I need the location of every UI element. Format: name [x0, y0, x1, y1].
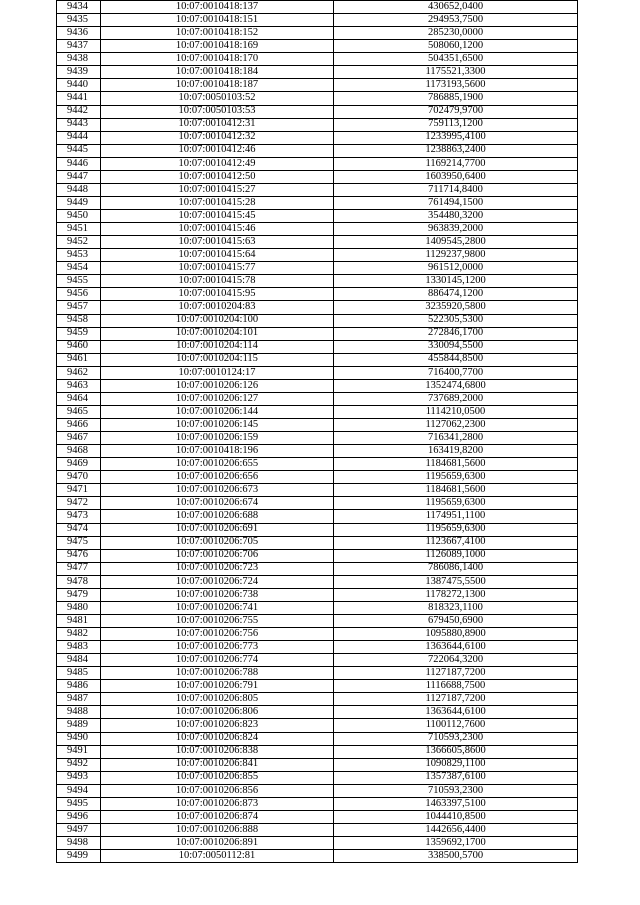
table-row [57, 118, 578, 131]
row-number-cell: 9490 [57, 732, 101, 745]
row-number-cell: 9463 [57, 379, 101, 392]
cadastral-value-cell: 1175521,3300 [334, 66, 578, 79]
cadastral-value-cell: 1330145,1200 [334, 275, 578, 288]
row-number-cell: 9478 [57, 575, 101, 588]
row-number-cell: 9472 [57, 497, 101, 510]
cadastral-number-cell: 10:07:0010415:28 [101, 196, 334, 209]
cadastral-number-cell: 10:07:0010418:137 [101, 1, 334, 14]
cadastral-value-cell: 1238863,2400 [334, 144, 578, 157]
table-row [57, 262, 578, 275]
row-number-cell: 9436 [57, 27, 101, 40]
row-number-cell: 9473 [57, 510, 101, 523]
cadastral-number-cell: 10:07:0010418:152 [101, 27, 334, 40]
table-row [57, 680, 578, 693]
cadastral-value-cell: 1116688,7500 [334, 680, 578, 693]
cadastral-value-cell: 272846,1700 [334, 327, 578, 340]
table-row [57, 523, 578, 536]
cadastral-number-cell: 10:07:0010206:874 [101, 810, 334, 823]
table-row [57, 392, 578, 405]
row-number-cell: 9469 [57, 458, 101, 471]
cadastral-value-cell: 1195659,6300 [334, 523, 578, 536]
row-number-cell: 9457 [57, 301, 101, 314]
cadastral-number-cell: 10:07:0010415:78 [101, 275, 334, 288]
table-row [57, 614, 578, 627]
cadastral-number-cell: 10:07:0010206:805 [101, 693, 334, 706]
table-row [57, 628, 578, 641]
cadastral-value-cell: 508060,1200 [334, 40, 578, 53]
cadastral-value-cell: 759113,1200 [334, 118, 578, 131]
row-number-cell: 9455 [57, 275, 101, 288]
cadastral-value-cell: 1359692,1700 [334, 837, 578, 850]
row-number-cell: 9461 [57, 353, 101, 366]
cadastral-number-cell: 10:07:0010415:77 [101, 262, 334, 275]
cadastral-value-cell: 3235920,5800 [334, 301, 578, 314]
table-row [57, 497, 578, 510]
cadastral-value-cell: 710593,2300 [334, 732, 578, 745]
table-row [57, 249, 578, 262]
table-row [57, 458, 578, 471]
cadastral-number-cell: 10:07:0010206:144 [101, 405, 334, 418]
table-row [57, 601, 578, 614]
cadastral-value-cell: 1126089,1000 [334, 549, 578, 562]
cadastral-value-cell: 1169214,7700 [334, 157, 578, 170]
cadastral-number-cell: 10:07:0010206:723 [101, 562, 334, 575]
row-number-cell: 9492 [57, 758, 101, 771]
cadastral-number-cell: 10:07:0010206:823 [101, 719, 334, 732]
row-number-cell: 9439 [57, 66, 101, 79]
row-number-cell: 9462 [57, 366, 101, 379]
cadastral-value-cell: 1127062,2300 [334, 419, 578, 432]
cadastral-value-cell: 285230,0000 [334, 27, 578, 40]
table-row [57, 340, 578, 353]
row-number-cell: 9460 [57, 340, 101, 353]
table-row [57, 157, 578, 170]
row-number-cell: 9468 [57, 445, 101, 458]
row-number-cell: 9450 [57, 210, 101, 223]
cadastral-number-cell: 10:07:0010206:774 [101, 654, 334, 667]
cadastral-number-cell: 10:07:0010206:741 [101, 601, 334, 614]
row-number-cell: 9498 [57, 837, 101, 850]
cadastral-number-cell: 10:07:0050103:52 [101, 92, 334, 105]
cadastral-value-cell: 786086,1400 [334, 562, 578, 575]
row-number-cell: 9438 [57, 53, 101, 66]
cadastral-value-cell: 1114210,0500 [334, 405, 578, 418]
cadastral-number-cell: 10:07:0010412:46 [101, 144, 334, 157]
table-row [57, 105, 578, 118]
cadastral-value-cell: 1123667,4100 [334, 536, 578, 549]
table-row [57, 837, 578, 850]
cadastral-value-cell: 1366605,8600 [334, 745, 578, 758]
cadastral-number-cell: 10:07:0010415:95 [101, 288, 334, 301]
table-row [57, 223, 578, 236]
cadastral-value-cell: 702479,9700 [334, 105, 578, 118]
cadastral-value-cell: 1090829,1100 [334, 758, 578, 771]
cadastral-number-cell: 10:07:0010412:49 [101, 157, 334, 170]
row-number-cell: 9485 [57, 667, 101, 680]
row-number-cell: 9435 [57, 14, 101, 27]
table-row [57, 784, 578, 797]
table-row [57, 92, 578, 105]
cadastral-number-cell: 10:07:0010206:891 [101, 837, 334, 850]
row-number-cell: 9443 [57, 118, 101, 131]
cadastral-number-cell: 10:07:0010206:791 [101, 680, 334, 693]
cadastral-number-cell: 10:07:0010206:145 [101, 419, 334, 432]
cadastral-value-cell: 963839,2000 [334, 223, 578, 236]
table-row [57, 27, 578, 40]
cadastral-number-cell: 10:07:0010418:184 [101, 66, 334, 79]
row-number-cell: 9442 [57, 105, 101, 118]
row-number-cell: 9493 [57, 771, 101, 784]
row-number-cell: 9465 [57, 405, 101, 418]
table-row [57, 745, 578, 758]
cadastral-value-cell: 761494,1500 [334, 196, 578, 209]
row-number-cell: 9482 [57, 628, 101, 641]
cadastral-number-cell: 10:07:0010206:724 [101, 575, 334, 588]
table-row [57, 183, 578, 196]
row-number-cell: 9459 [57, 327, 101, 340]
row-number-cell: 9453 [57, 249, 101, 262]
row-number-cell: 9447 [57, 170, 101, 183]
table-row [57, 144, 578, 157]
cadastral-value-cell: 1184681,5600 [334, 458, 578, 471]
row-number-cell: 9445 [57, 144, 101, 157]
row-number-cell: 9479 [57, 588, 101, 601]
cadastral-number-cell: 10:07:0010204:114 [101, 340, 334, 353]
table-row [57, 288, 578, 301]
cadastral-number-cell: 10:07:0010206:788 [101, 667, 334, 680]
cadastral-value-cell: 455844,8500 [334, 353, 578, 366]
cadastral-value-cell: 354480,3200 [334, 210, 578, 223]
table-row [57, 719, 578, 732]
row-number-cell: 9437 [57, 40, 101, 53]
cadastral-number-cell: 10:07:0010418:169 [101, 40, 334, 53]
cadastral-value-cell: 1352474,6800 [334, 379, 578, 392]
cadastral-number-cell: 10:07:0010418:170 [101, 53, 334, 66]
table-row [57, 53, 578, 66]
cadastral-value-cell: 961512,0000 [334, 262, 578, 275]
cadastral-number-cell: 10:07:0010206:738 [101, 588, 334, 601]
table-row [57, 236, 578, 249]
cadastral-value-cell: 1233995,4100 [334, 131, 578, 144]
cadastral-value-cell: 430652,0400 [334, 1, 578, 14]
row-number-cell: 9496 [57, 810, 101, 823]
cadastral-number-cell: 10:07:0010206:841 [101, 758, 334, 771]
row-number-cell: 9470 [57, 471, 101, 484]
row-number-cell: 9467 [57, 432, 101, 445]
table-row [57, 641, 578, 654]
cadastral-value-cell: 1363644,6100 [334, 641, 578, 654]
table-row [57, 654, 578, 667]
table-row [57, 196, 578, 209]
table-row [57, 353, 578, 366]
cadastral-value-cell: 1044410,8500 [334, 810, 578, 823]
cadastral-number-cell: 10:07:0010206:888 [101, 823, 334, 836]
table-row [57, 823, 578, 836]
cadastral-number-cell: 10:07:0010206:873 [101, 797, 334, 810]
cadastral-number-cell: 10:07:0010415:27 [101, 183, 334, 196]
cadastral-number-cell: 10:07:0010206:691 [101, 523, 334, 536]
cadastral-value-cell: 1178272,1300 [334, 588, 578, 601]
row-number-cell: 9477 [57, 562, 101, 575]
cadastral-value-cell: 294953,7500 [334, 14, 578, 27]
table-row [57, 301, 578, 314]
cadastral-value-cell: 1363644,6100 [334, 706, 578, 719]
row-number-cell: 9483 [57, 641, 101, 654]
table-row [57, 850, 578, 863]
row-number-cell: 9481 [57, 614, 101, 627]
cadastral-value-cell: 338500,5700 [334, 850, 578, 863]
cadastral-number-cell: 10:07:0010206:855 [101, 771, 334, 784]
cadastral-value-cell: 1100112,7600 [334, 719, 578, 732]
cadastral-number-cell: 10:07:0010206:806 [101, 706, 334, 719]
cadastral-value-cell: 1129237,9800 [334, 249, 578, 262]
cadastral-value-cell: 1387475,5500 [334, 575, 578, 588]
cadastral-value-cell: 504351,6500 [334, 53, 578, 66]
cadastral-number-cell: 10:07:0010415:64 [101, 249, 334, 262]
cadastral-number-cell: 10:07:0010412:50 [101, 170, 334, 183]
row-number-cell: 9487 [57, 693, 101, 706]
table-row [57, 549, 578, 562]
table-row [57, 471, 578, 484]
table-row [57, 536, 578, 549]
row-number-cell: 9471 [57, 484, 101, 497]
row-number-cell: 9446 [57, 157, 101, 170]
row-number-cell: 9495 [57, 797, 101, 810]
table-row [57, 706, 578, 719]
cadastral-value-cell: 1195659,6300 [334, 497, 578, 510]
row-number-cell: 9499 [57, 850, 101, 863]
table-row [57, 1, 578, 14]
cadastral-number-cell: 10:07:0010206:824 [101, 732, 334, 745]
row-number-cell: 9454 [57, 262, 101, 275]
row-number-cell: 9474 [57, 523, 101, 536]
cadastral-value-cell: 737689,2000 [334, 392, 578, 405]
cadastral-value-cell: 1184681,5600 [334, 484, 578, 497]
row-number-cell: 9434 [57, 1, 101, 14]
cadastral-number-cell: 10:07:0010206:127 [101, 392, 334, 405]
table-row [57, 366, 578, 379]
cadastral-value-cell: 716341,2800 [334, 432, 578, 445]
table-row [57, 210, 578, 223]
cadastral-value-cell: 722064,3200 [334, 654, 578, 667]
table-row [57, 510, 578, 523]
table-row [57, 797, 578, 810]
cadastral-number-cell: 10:07:0010412:32 [101, 131, 334, 144]
table-body [57, 1, 578, 863]
cadastral-value-cell: 1409545,2800 [334, 236, 578, 249]
cadastral-number-cell: 10:07:0010204:115 [101, 353, 334, 366]
row-number-cell: 9491 [57, 745, 101, 758]
cadastral-number-cell: 10:07:0010415:46 [101, 223, 334, 236]
cadastral-value-cell: 716400,7700 [334, 366, 578, 379]
table-row [57, 445, 578, 458]
table-row [57, 575, 578, 588]
cadastral-number-cell: 10:07:0050103:53 [101, 105, 334, 118]
cadastral-value-cell: 163419,8200 [334, 445, 578, 458]
cadastral-value-cell: 330094,5500 [334, 340, 578, 353]
table-row [57, 327, 578, 340]
row-number-cell: 9441 [57, 92, 101, 105]
cadastral-value-cell: 886474,1200 [334, 288, 578, 301]
table-row [57, 405, 578, 418]
table-row [57, 667, 578, 680]
cadastral-number-cell: 10:07:0010204:83 [101, 301, 334, 314]
row-number-cell: 9444 [57, 131, 101, 144]
row-number-cell: 9466 [57, 419, 101, 432]
row-number-cell: 9476 [57, 549, 101, 562]
cadastral-number-cell: 10:07:0010412:31 [101, 118, 334, 131]
cadastral-value-cell: 1127187,7200 [334, 693, 578, 706]
table-row [57, 588, 578, 601]
cadastral-value-cell: 1174951,1100 [334, 510, 578, 523]
cadastral-number-cell: 10:07:0010418:196 [101, 445, 334, 458]
cadastral-number-cell: 10:07:0010204:100 [101, 314, 334, 327]
cadastral-value-cell: 1463397,5100 [334, 797, 578, 810]
cadastral-number-cell: 10:07:0010124:17 [101, 366, 334, 379]
cadastral-value-cell: 1095880,8900 [334, 628, 578, 641]
cadastral-number-cell: 10:07:0010415:45 [101, 210, 334, 223]
cadastral-number-cell: 10:07:0010206:656 [101, 471, 334, 484]
cadastral-value-cell: 522305,5300 [334, 314, 578, 327]
cadastral-number-cell: 10:07:0010206:755 [101, 614, 334, 627]
table-row [57, 432, 578, 445]
cadastral-number-cell: 10:07:0010204:101 [101, 327, 334, 340]
row-number-cell: 9488 [57, 706, 101, 719]
table-row [57, 771, 578, 784]
cadastral-value-table [56, 0, 578, 863]
row-number-cell: 9458 [57, 314, 101, 327]
table-row [57, 170, 578, 183]
table-row [57, 379, 578, 392]
row-number-cell: 9451 [57, 223, 101, 236]
cadastral-value-cell: 679450,6900 [334, 614, 578, 627]
row-number-cell: 9497 [57, 823, 101, 836]
table-row [57, 484, 578, 497]
table-row [57, 758, 578, 771]
cadastral-number-cell: 10:07:0010206:688 [101, 510, 334, 523]
cadastral-number-cell: 10:07:0010206:756 [101, 628, 334, 641]
table-row [57, 562, 578, 575]
cadastral-number-cell: 10:07:0010206:674 [101, 497, 334, 510]
cadastral-value-cell: 1442656,4400 [334, 823, 578, 836]
cadastral-number-cell: 10:07:0010418:187 [101, 79, 334, 92]
cadastral-number-cell: 10:07:0010206:838 [101, 745, 334, 758]
cadastral-number-cell: 10:07:0010415:63 [101, 236, 334, 249]
cadastral-value-cell: 1195659,6300 [334, 471, 578, 484]
cadastral-number-cell: 10:07:0010206:773 [101, 641, 334, 654]
cadastral-value-cell: 818323,1100 [334, 601, 578, 614]
cadastral-number-cell: 10:07:0010206:856 [101, 784, 334, 797]
row-number-cell: 9449 [57, 196, 101, 209]
row-number-cell: 9475 [57, 536, 101, 549]
row-number-cell: 9494 [57, 784, 101, 797]
cadastral-number-cell: 10:07:0010206:655 [101, 458, 334, 471]
cadastral-value-cell: 1357387,6100 [334, 771, 578, 784]
cadastral-number-cell: 10:07:0010206:706 [101, 549, 334, 562]
cadastral-value-cell: 1173193,5600 [334, 79, 578, 92]
cadastral-number-cell: 10:07:0010206:673 [101, 484, 334, 497]
table-row [57, 40, 578, 53]
table-row [57, 419, 578, 432]
row-number-cell: 9489 [57, 719, 101, 732]
table-row [57, 131, 578, 144]
cadastral-value-cell: 1603950,6400 [334, 170, 578, 183]
row-number-cell: 9452 [57, 236, 101, 249]
table-row [57, 314, 578, 327]
cadastral-number-cell: 10:07:0010206:159 [101, 432, 334, 445]
row-number-cell: 9484 [57, 654, 101, 667]
row-number-cell: 9456 [57, 288, 101, 301]
table-row [57, 275, 578, 288]
cadastral-value-cell: 710593,2300 [334, 784, 578, 797]
table-row [57, 79, 578, 92]
cadastral-number-cell: 10:07:0010206:126 [101, 379, 334, 392]
table-row [57, 810, 578, 823]
cadastral-value-cell: 1127187,7200 [334, 667, 578, 680]
cadastral-value-cell: 711714,8400 [334, 183, 578, 196]
cadastral-number-cell: 10:07:0050112:81 [101, 850, 334, 863]
row-number-cell: 9440 [57, 79, 101, 92]
row-number-cell: 9480 [57, 601, 101, 614]
cadastral-number-cell: 10:07:0010206:705 [101, 536, 334, 549]
table-row [57, 693, 578, 706]
table-row [57, 732, 578, 745]
cadastral-value-cell: 786885,1900 [334, 92, 578, 105]
table-row [57, 66, 578, 79]
table-row [57, 14, 578, 27]
row-number-cell: 9448 [57, 183, 101, 196]
row-number-cell: 9486 [57, 680, 101, 693]
cadastral-number-cell: 10:07:0010418:151 [101, 14, 334, 27]
row-number-cell: 9464 [57, 392, 101, 405]
